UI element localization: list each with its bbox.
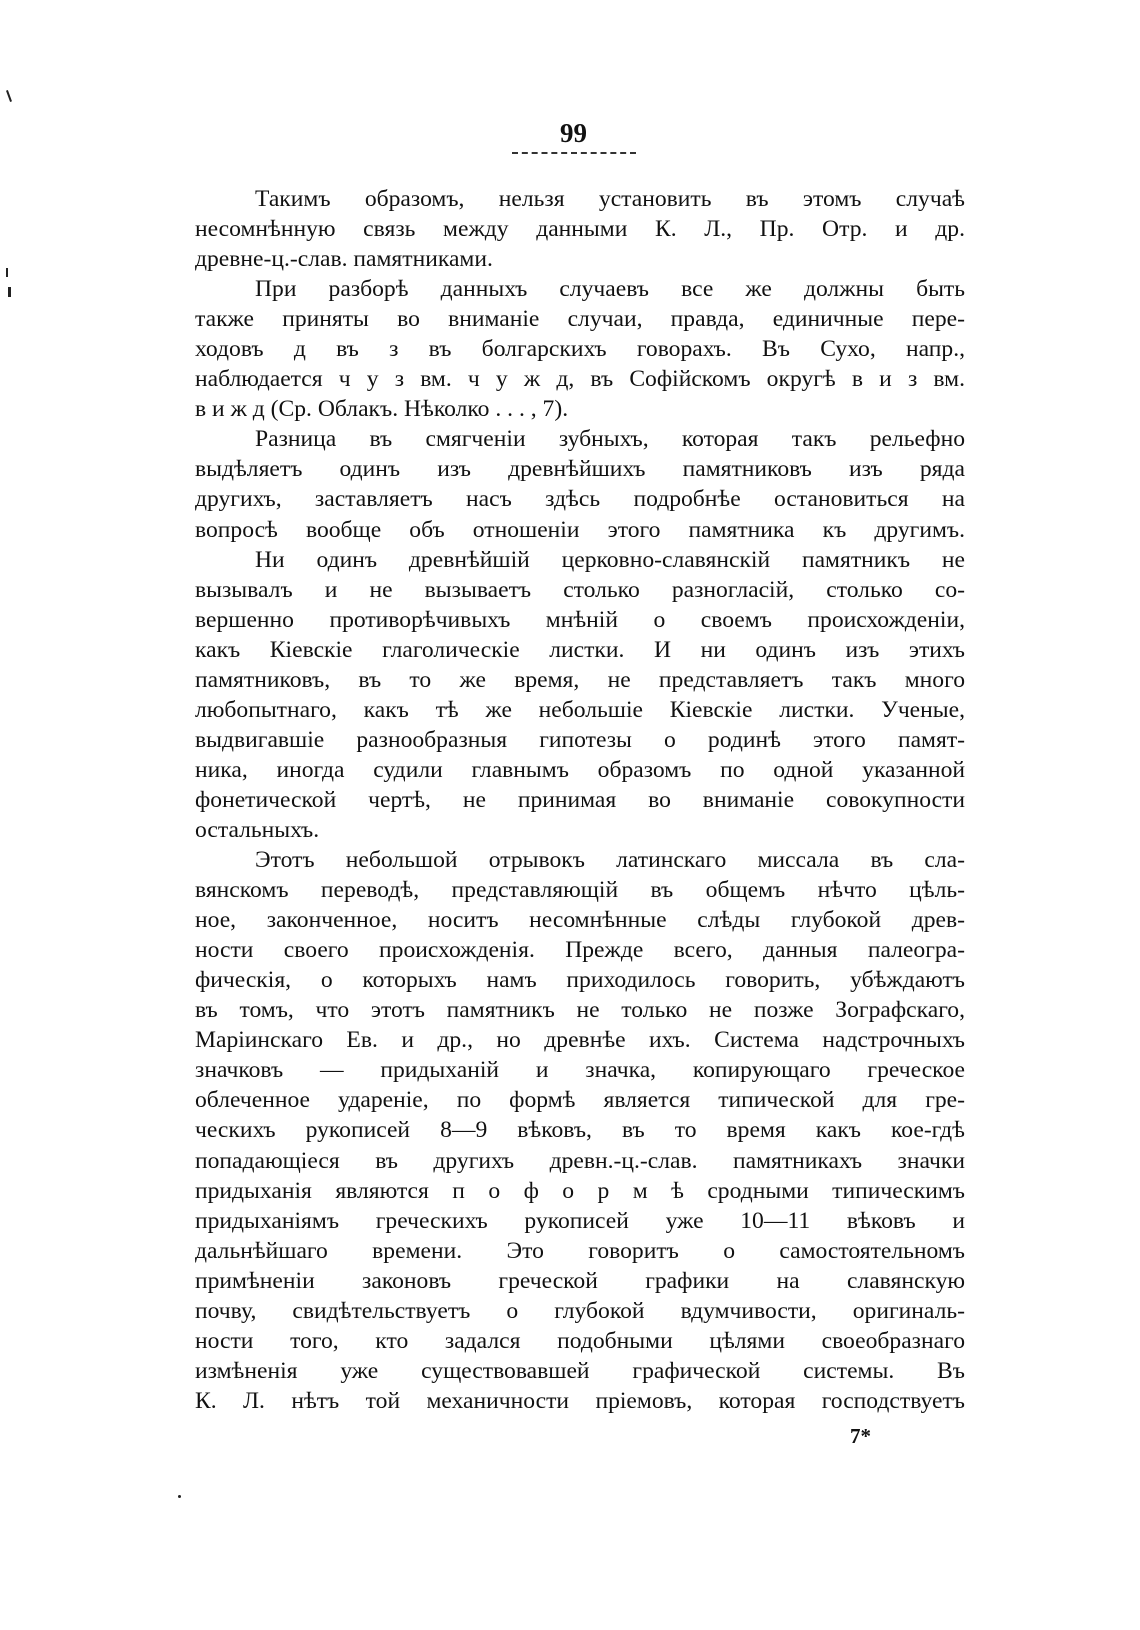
text-line: примѣненіи законовъ греческой графики на славянскую	[195, 1267, 965, 1294]
page-number: 99	[560, 118, 587, 148]
text-line: вызывалъ и не вызываетъ столько разногласій, столько со-	[195, 576, 965, 603]
text-line: значковъ — придыханій и значка, копирующаго греческое	[195, 1057, 965, 1084]
text-line: памятниковъ, въ то же время, не представляетъ такъ много	[195, 666, 965, 693]
text-line: в и ж д (Ср. Облакъ. Нѣколко . . . , 7).	[195, 396, 569, 423]
text-line: наблюдается ч у з вм. ч у ж д, въ Софійскомъ округѣ в и з вм.	[195, 366, 965, 393]
text-line: остальныхъ.	[195, 816, 320, 843]
text-line: фонетической чертѣ, не принимая во вниманіе совокупности	[195, 786, 965, 813]
text-line: любопытнаго, какъ тѣ же небольшіе Кіевскіе листки. Ученые,	[195, 696, 965, 723]
text-line: ходовъ д въ з въ болгарскихъ говорахъ. Въ Сухо, напр.,	[195, 336, 965, 363]
text-line: Разница въ смягченіи зубныхъ, которая такъ рельефно	[255, 426, 965, 453]
text-line: ника, иногда судили главнымъ образомъ по одной указанной	[195, 756, 965, 783]
scan-speck	[6, 90, 12, 102]
text-line: несомнѣнную связь между данными К. Л., Пр. Отр. и др.	[195, 216, 965, 243]
text-line: въ томъ, что этотъ памятникъ не только не позже Зографскаго,	[195, 997, 965, 1024]
text-line: выдвигавшіе разнообразныя гипотезы о родинѣ этого памят-	[195, 726, 965, 753]
page-number-rule	[512, 152, 636, 154]
text-line: древне-ц.-слав. памятниками.	[195, 246, 493, 273]
text-line: измѣненія уже существовавшей графической системы. Въ	[195, 1357, 965, 1384]
scan-speck	[178, 1495, 181, 1498]
text-line: вопросѣ вообще объ отношеніи этого памятника къ другимъ.	[195, 516, 965, 543]
text-line: ное, законченное, носитъ несомнѣнные слѣды глубокой древ-	[195, 907, 965, 934]
text-line: почву, свидѣтельствуетъ о глубокой вдумчивости, оригиналь-	[195, 1297, 965, 1324]
signature-mark: 7*	[850, 1424, 871, 1448]
text-line: ности своего происхожденія. Прежде всего, данныя палеогра-	[195, 937, 965, 964]
text-line: дальнѣйшаго времени. Это говоритъ о самостоятельномъ	[195, 1237, 965, 1264]
text-line: также приняты во вниманіе случаи, правда, единичные пере-	[195, 306, 965, 333]
text-line: фическія, о которыхъ намъ приходилось говорить, убѣждаютъ	[195, 967, 965, 994]
text-line: При разборѣ данныхъ случаевъ все же должны быть	[255, 276, 965, 303]
text-line: Такимъ образомъ, нельзя установить въ этомъ случаѣ	[255, 186, 965, 212]
text-line: выдѣляетъ одинъ изъ древнѣйшихъ памятниковъ изъ ряда	[195, 456, 965, 483]
text-line: придыханіямъ греческихъ рукописей уже 10—11 вѣковъ и	[195, 1207, 965, 1234]
text-line: облеченное удареніе, по формѣ является типической для гре-	[195, 1087, 965, 1114]
text-line: какъ Кіевскіе глаголическіе листки. И ни одинъ изъ этихъ	[195, 636, 965, 663]
text-line: Ни одинъ древнѣйшій церковно-славянскій памятникъ не	[255, 546, 965, 573]
scan-speck	[6, 268, 8, 277]
text-line: Этотъ небольшой отрывокъ латинскаго миссала въ сла-	[255, 847, 965, 874]
text-line: ности того, кто задался подобными цѣлями своеобразнаго	[195, 1327, 965, 1354]
text-line: попадающіеся въ другихъ древн.-ц.-слав. памятникахъ значки	[195, 1147, 965, 1174]
body-text	[195, 184, 965, 1416]
text-line: другихъ, заставляетъ насъ здѣсь подробнѣе остановиться на	[195, 486, 965, 513]
text-line: Маріинскаго Ев. и др., но древнѣе ихъ. Система надстрочныхъ	[195, 1027, 965, 1054]
text-line: вянскомъ переводѣ, представляющій въ общемъ нѣчто цѣль-	[195, 877, 965, 904]
text-line: ческихъ рукописей 8—9 вѣковъ, въ то время какъ кое-гдѣ	[195, 1117, 965, 1144]
text-line: вершенно противорѣчивыхъ мнѣній о своемъ происхожденіи,	[195, 606, 965, 633]
text-line: придыханія являются п о ф о р м ѣ сродными типическимъ	[195, 1177, 965, 1204]
text-line: К. Л. нѣтъ той механичности пріемовъ, которая господствуетъ	[195, 1387, 965, 1414]
scan-speck	[8, 287, 11, 297]
